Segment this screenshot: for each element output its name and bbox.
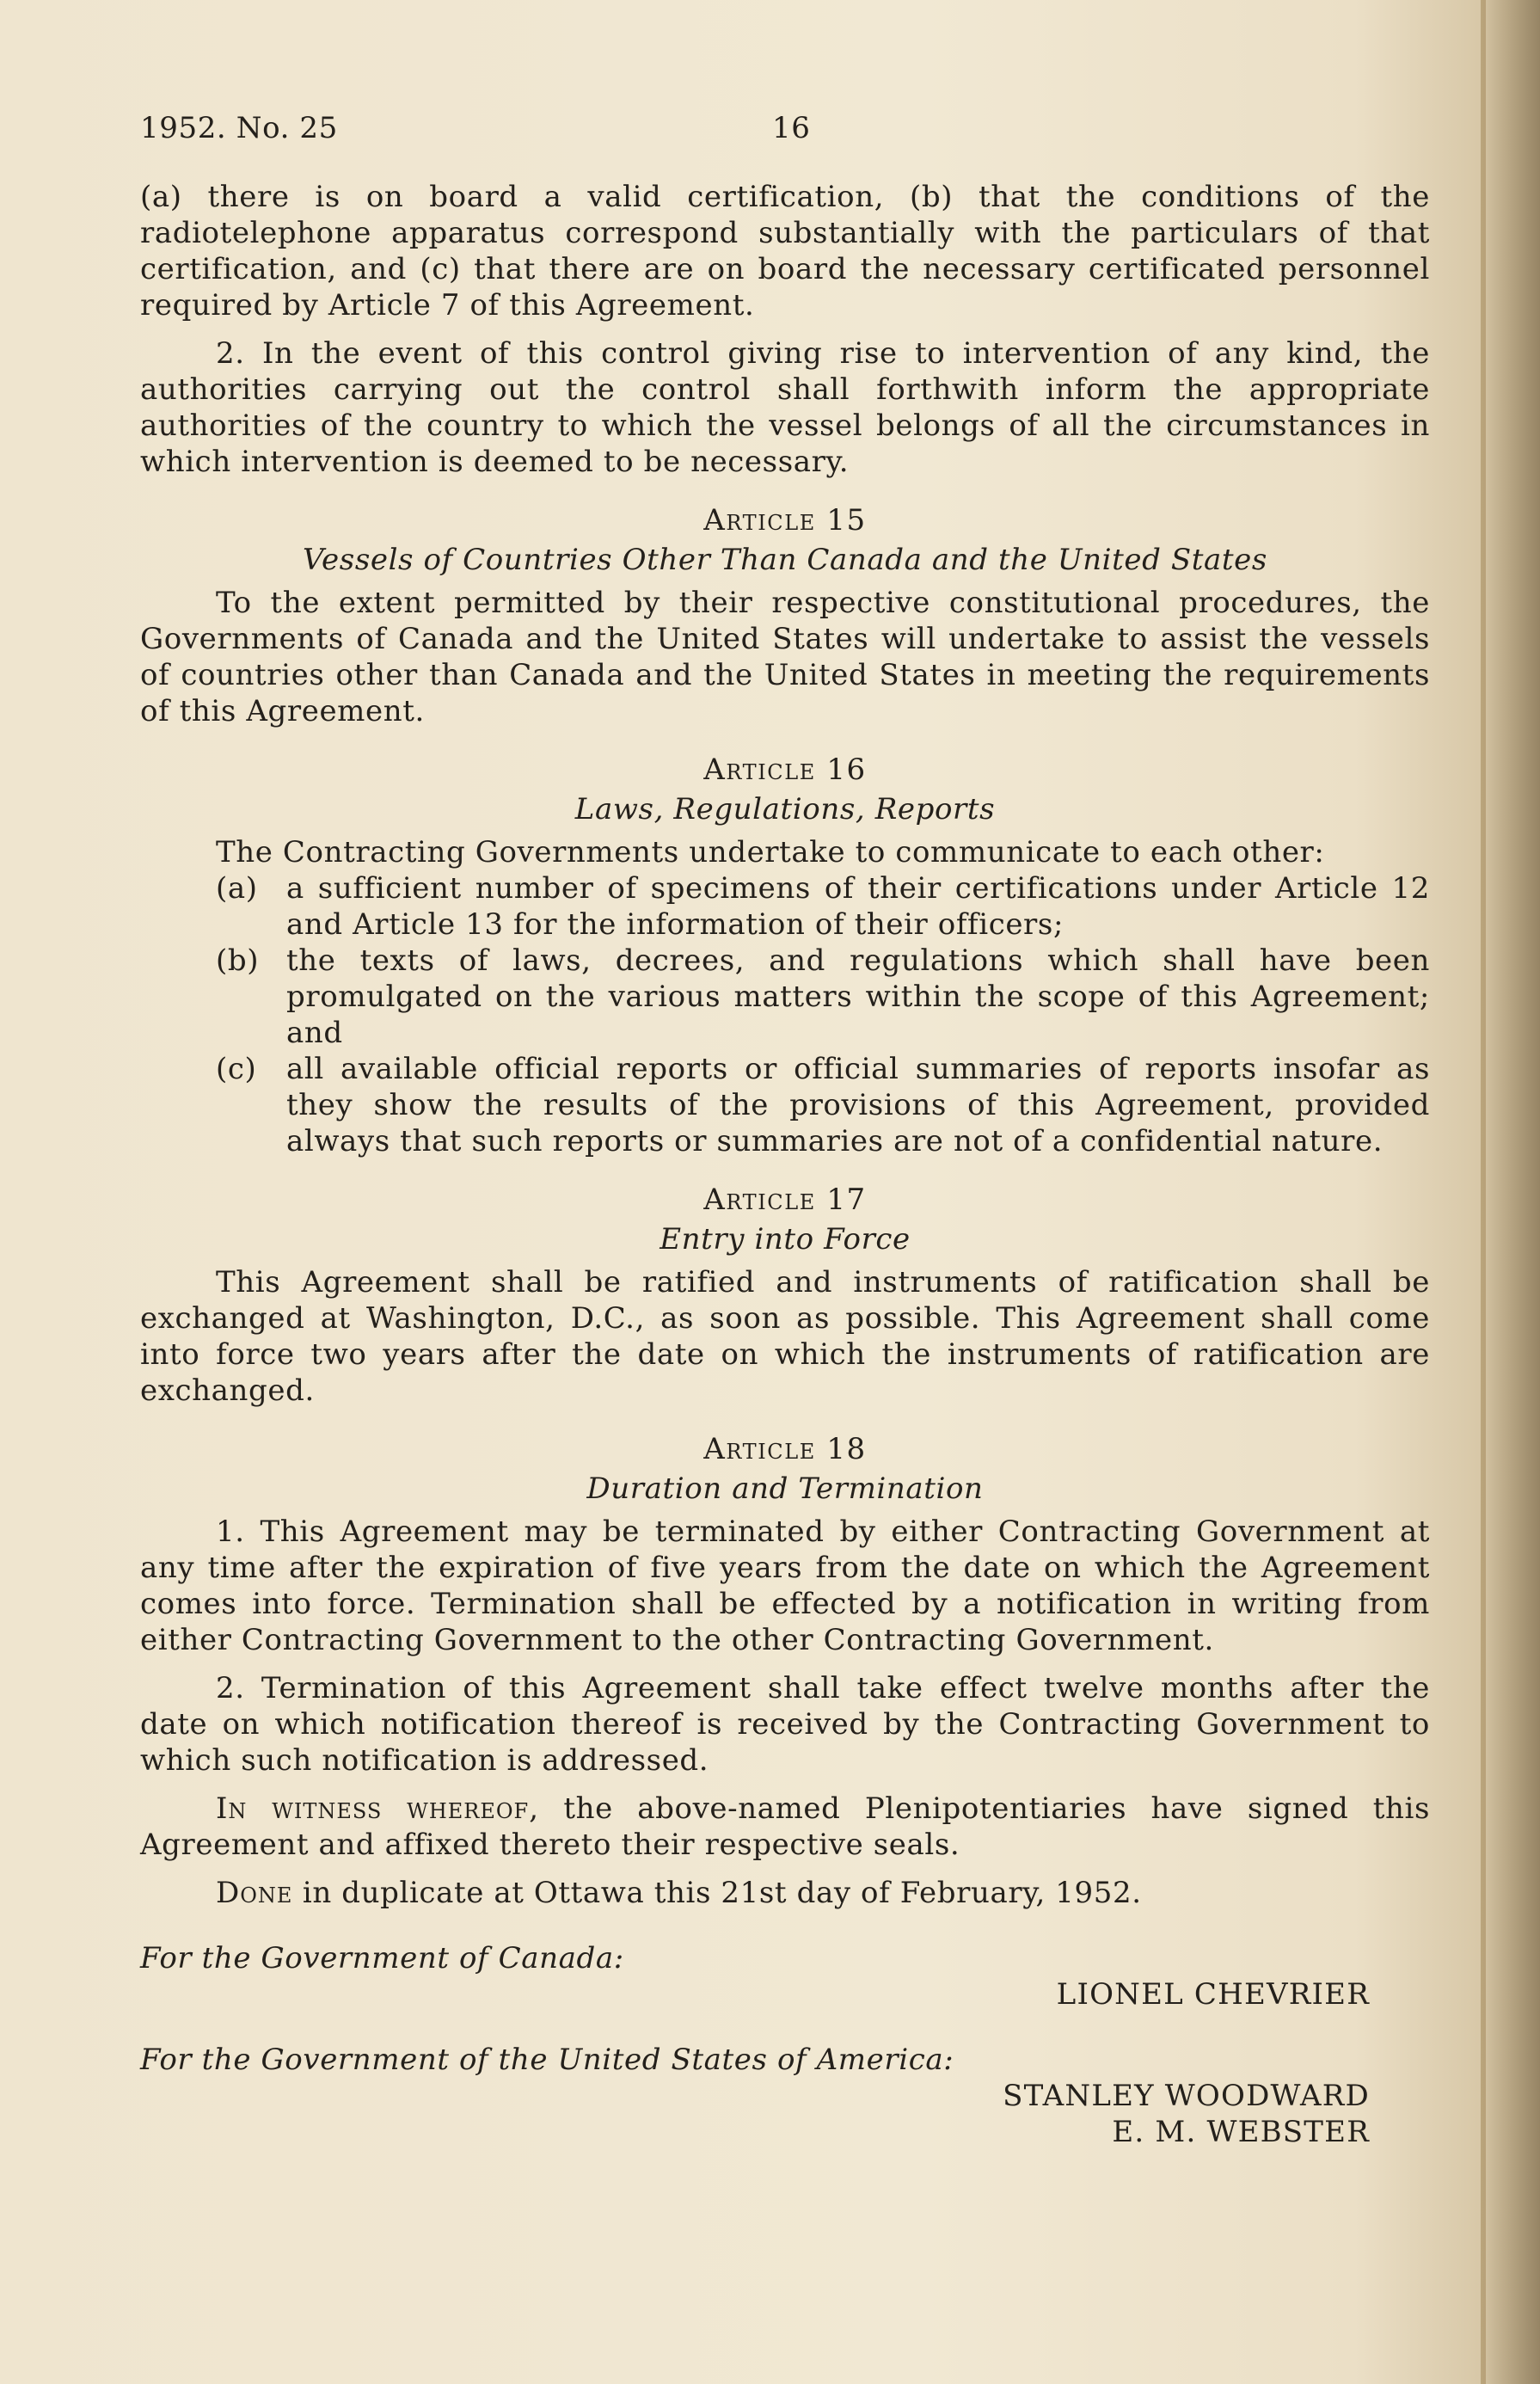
list-item-text: a sufficient number of specimens of their certifications under Article 12 and Article 13 for the information of their officers;	[286, 871, 1430, 942]
done-text: in duplicate at Ottawa this 21st day of February, 1952.	[292, 1876, 1142, 1910]
article15-subheading: Vessels of Countries Other Than Canada and the United States	[303, 543, 1267, 577]
canada-signatory-name: LIONEL CHEVRIER	[1056, 1977, 1370, 2012]
page-number: 16	[772, 111, 811, 145]
article16-heading: Article 16	[703, 753, 867, 787]
usa-signatory-label: For the Government of the United States of America:	[140, 2043, 954, 2077]
running-header	[140, 110, 1430, 157]
article16-intro: The Contracting Governments undertake to communicate to each other:	[216, 835, 1325, 869]
article18-paragraph-2: 2. Termination of this Agreement shall take effect twelve months after the date on which notification thereof is received by the Contracting Government to which such notification is addressed.	[140, 1671, 1430, 1778]
witness-clause	[140, 1791, 1430, 1863]
done-lead: Done	[216, 1876, 293, 1910]
list-item-label: (b)	[216, 943, 260, 978]
page-content	[140, 110, 1430, 2150]
list-item	[140, 870, 1430, 943]
article17-paragraph: This Agreement shall be ratified and instruments of ratification shall be exchanged at Washington, D.C., as soon as possible. This Agreement shall come into force two years after the date on which the instruments of ratification are exchanged.	[140, 1265, 1430, 1408]
usa-signatory-name-2: E. M. WEBSTER	[1112, 2115, 1370, 2149]
list-item-label: (a)	[216, 871, 258, 906]
canada-signatory-label: For the Government of Canada:	[140, 1941, 624, 1975]
article17-heading: Article 17	[703, 1183, 867, 1217]
witness-text: the above-named Plenipotentiaries have signed this Agreement and affixed thereto their respective seals.	[140, 1791, 1431, 1862]
article14-paragraph-2: 2. In the event of this control giving rise to intervention of any kind, the authorities carrying out the control shall forthwith inform the appropriate authorities of the country to which the vessel belongs of all the circumstances in which intervention is deemed to be necessary.	[140, 336, 1430, 479]
list-item-label: (c)	[216, 1052, 257, 1086]
list-item	[140, 943, 1430, 1051]
usa-signatory-name-1: STANLEY WOODWARD	[1003, 2079, 1370, 2113]
article18-paragraph-1: 1. This Agreement may be terminated by either Contracting Government at any time after the expiration of five years from the date on which the Agreement comes into force. Termination shall be effected by a notification in writing from either Contracting Government to the other Contracting Government.	[140, 1515, 1430, 1657]
article17-subheading: Entry into Force	[660, 1222, 911, 1257]
witness-lead: In witness whereof,	[216, 1791, 540, 1826]
article15-paragraph: To the extent permitted by their respective constitutional procedures, the Governments of Canada and the United States will undertake to assist the vessels of countries other than Canada and the United States in meeting the requirements of this Agreement.	[140, 586, 1430, 728]
article18-heading: Article 18	[703, 1432, 867, 1466]
article16-subheading: Laws, Regulations, Reports	[574, 792, 996, 826]
article16-list	[140, 870, 1430, 1159]
list-item-text: all available official reports or official summaries of reports insofar as they show the results of the provisions of this Agreement, provided always that such reports or summaries are not of a confidential nature.	[286, 1052, 1430, 1158]
list-item	[140, 1051, 1430, 1159]
list-item-text: the texts of laws, decrees, and regulations which shall have been promulgated on the various matters within the scope of this Agreement; and	[286, 943, 1430, 1050]
article18-subheading: Duration and Termination	[586, 1472, 984, 1506]
header-publication: 1952. No. 25	[140, 111, 338, 145]
article14-paragraph-1: (a) there is on board a valid certification, (b) that the conditions of the radiotelephone apparatus correspond substantially with the particulars of that certification, and (c) that there are on board the necessary certificated personnel required by Article 7 of this Agreement.	[140, 180, 1430, 323]
article15-heading: Article 15	[703, 503, 867, 538]
book-spine-shadow	[1480, 0, 1540, 2384]
done-clause	[140, 1875, 1430, 1911]
